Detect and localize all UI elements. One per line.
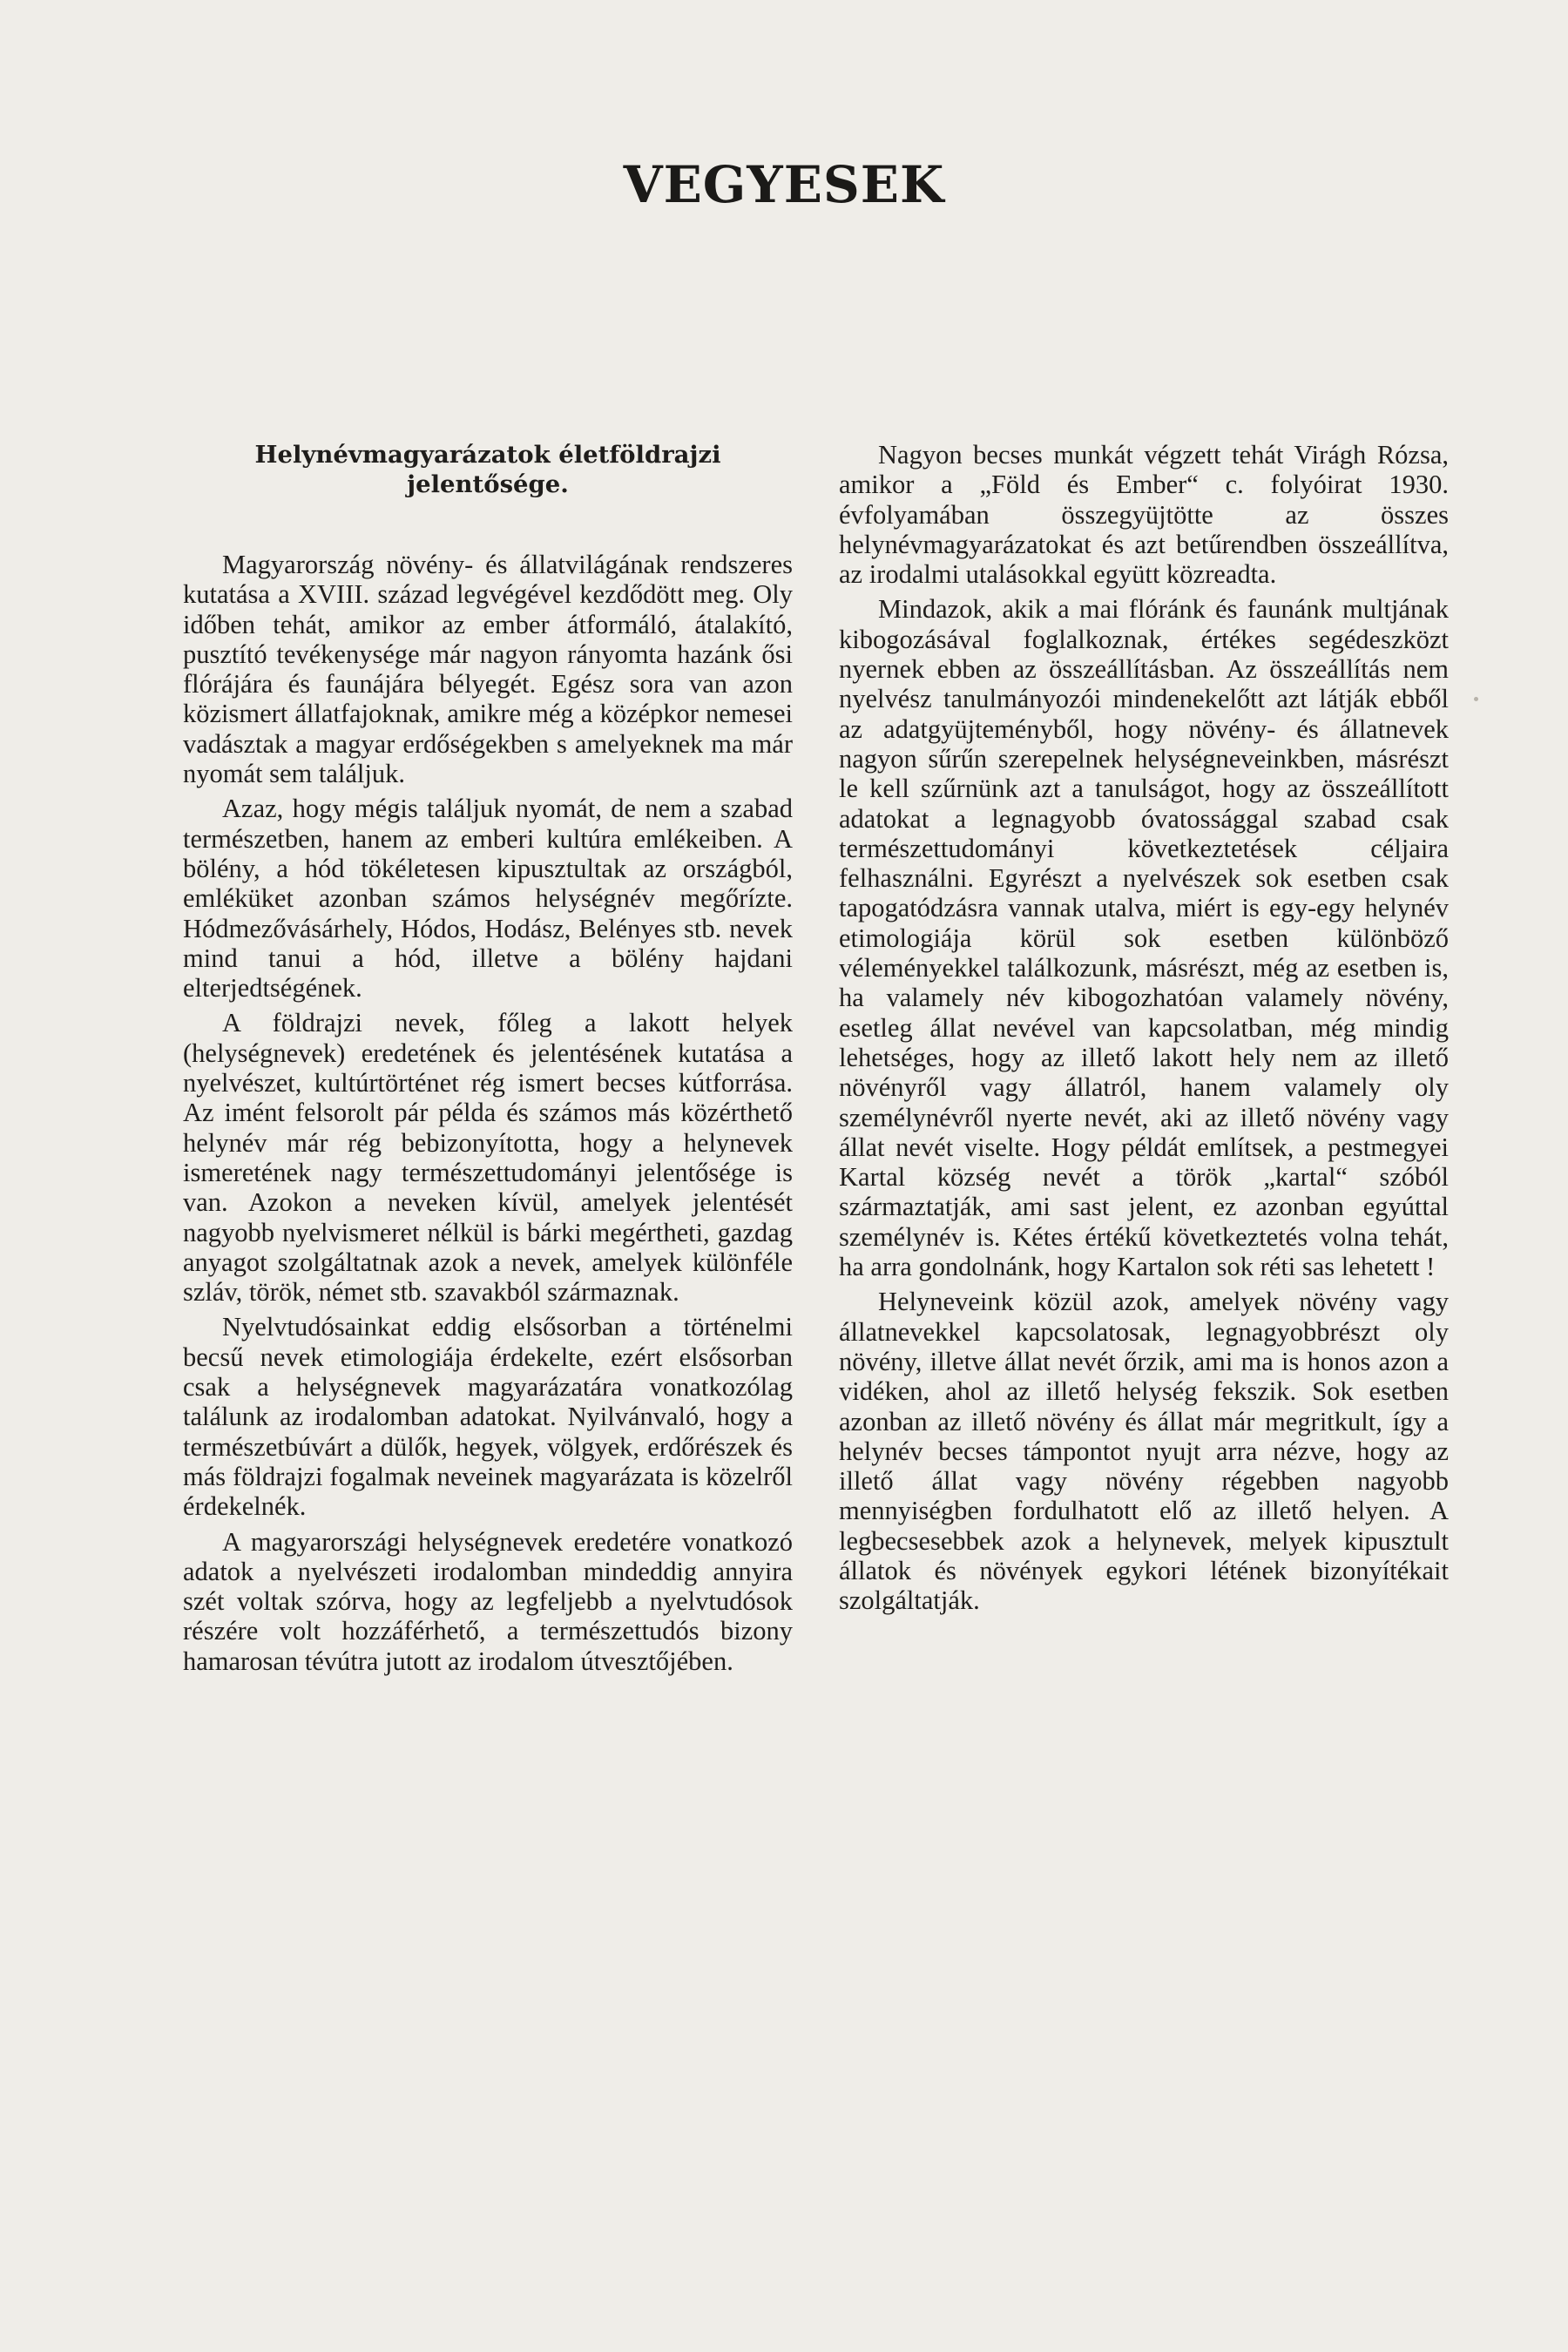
left-column: [183, 440, 793, 1681]
paragraph: A magyarországi helységnevek eredetére vonatkozó adatok a nyelvészeti irodalomban mindeddig annyira szét voltak szórva, hogy az legfeljebb a nyelvtudósok részére volt hozzáférhető, a természettudós bizony hamarosan tévútra jutott az irodalom útvesztőjében.: [183, 1526, 793, 1676]
paragraph: A földrajzi nevek, főleg a lakott helyek (helységnevek) eredetének és jelentésének kutatása a nyelvészet, kultúrtörténet rég ismert becses kútforrása. Az imént felsorolt pár példa és számos más közérthető helynév már rég bebizonyította, hogy a helynevek ismeretének nagy természettudományi jelentősége is van. Azokon a neveken kívül, amelyek jelentését nagyobb nyelvismeret nélkül is bárki megértheti, gazdag anyagot szolgáltatnak azok a nevek, amelyek különféle szláv, török, német stb. szavakból származnak.: [183, 1008, 793, 1308]
scan-speck: [1474, 697, 1478, 701]
paragraph: Helyneveink közül azok, amelyek növény vagy állatnevekkel kapcsolatosak, legnagyobbrészt oly növény, illetve állat nevét őrzik, ami ma is honos azon a vidéken, ahol az illető helység fekszik. Sok esetben azonban az illető növény és állat már megritkult, így a helynév becses támpontot nyujt arra nézve, hogy az illető állat vagy növény régebben nagyobb mennyiségben fordulhatott elő az illető helyen. A legbecsesebbek azok a helynevek, melyek kipusztult állatok és növények egykori létének bizonyítékait szolgáltatják.: [839, 1287, 1449, 1616]
paragraph: Magyarország növény- és állatvilágának rendszeres kutatása a XVIII. század legvégével kezdődött meg. Oly időben tehát, amikor az ember átformáló, átalakító, pusztító tevékenysége már nagyon rányomta hazánk ősi flórájára és faunájára bélyegét. Egész sora van azon közismert állatfajoknak, amikre még a középkor nemesei vadásztak a magyar erdőségekben s amelyeknek ma már nyomát sem találjuk.: [183, 550, 793, 789]
paragraph: Nagyon becses munkát végzett tehát Virágh Rózsa, amikor a „Föld és Ember“ c. folyóirat 1930. évfolyamában összegyüjtötte az összes helynévmagyarázatokat és azt betűrendben összeállítva, az irodalmi utalásokkal együtt közreadta.: [839, 440, 1449, 590]
paragraph: Nyelvtudósainkat eddig elsősorban a történelmi becsű nevek etimologiája érdekelte, ezért elsősorban csak a helységnevek magyarázatára vonatkozólag találunk az irodalomban adatokat. Nyilvánvaló, hogy a természetbúvárt a dülők, hegyek, völgyek, erdőrészek és más földrajzi fogalmak neveinek magyarázata is közelről érdekelnék.: [183, 1312, 793, 1522]
page-heading: VEGYESEK: [623, 155, 945, 214]
right-column: [839, 440, 1449, 1621]
paragraph: Mindazok, akik a mai flóránk és faunánk multjának kibogozásával foglalkoznak, értékes segédeszközt nyernek ebben az összeállításban. Az összeállítás nem nyelvész tanulmányozói mindenekelőtt azt látják ebből az adatgyüjteményből, hogy növény- és állatnevek nagyon sűrűn szerepelnek helységneveinkben, másrészt le kell szűrnünk azt a tanulságot, hogy az összeállított adatokat a legnagyobb óvatossággal szabad csak természettudományi következtetések céljaira felhasználni. Egyrészt a nyelvészek sok esetben csak tapogatódzásra vannak utalva, miért is egy-egy helynév etimologiája körül sok esetben különböző véleményekkel találkozunk, másrészt, még az esetben is, ha valamely név kibogozhatóan valamely növény, esetleg állat nevével van kapcsolatban, még mindig lehetséges, hogy az illető lakott hely nem az illető növényről vagy állatról, hanem valamely oly személynévről nyerte nevét, aki az illető növény vagy állat nevét viselte. Hogy példát említsek, a pestmegyei Kartal község nevét a török „kartal“ szóból származtatják, ami sast jelent, ez azonban egyúttal személynév is. Kétes értékű következtetés volna tehát, ha arra gondolnánk, hogy Kartalon sok réti sas lehetett !: [839, 594, 1449, 1282]
paragraph: Azaz, hogy mégis találjuk nyomát, de nem a szabad természetben, hanem az emberi kultúra emlékeiben. A bölény, a hód tökéletesen kipusztultak az országból, emléküket azonban számos helységnév megőrízte. Hódmezővásárhely, Hódos, Hodász, Belényes stb. nevek mind tanui a hód, illetve a bölény hajdani elterjedtségének.: [183, 794, 793, 1004]
article-title: Helynévmagyarázatok életföldrajzi jelentősége.: [254, 441, 721, 498]
